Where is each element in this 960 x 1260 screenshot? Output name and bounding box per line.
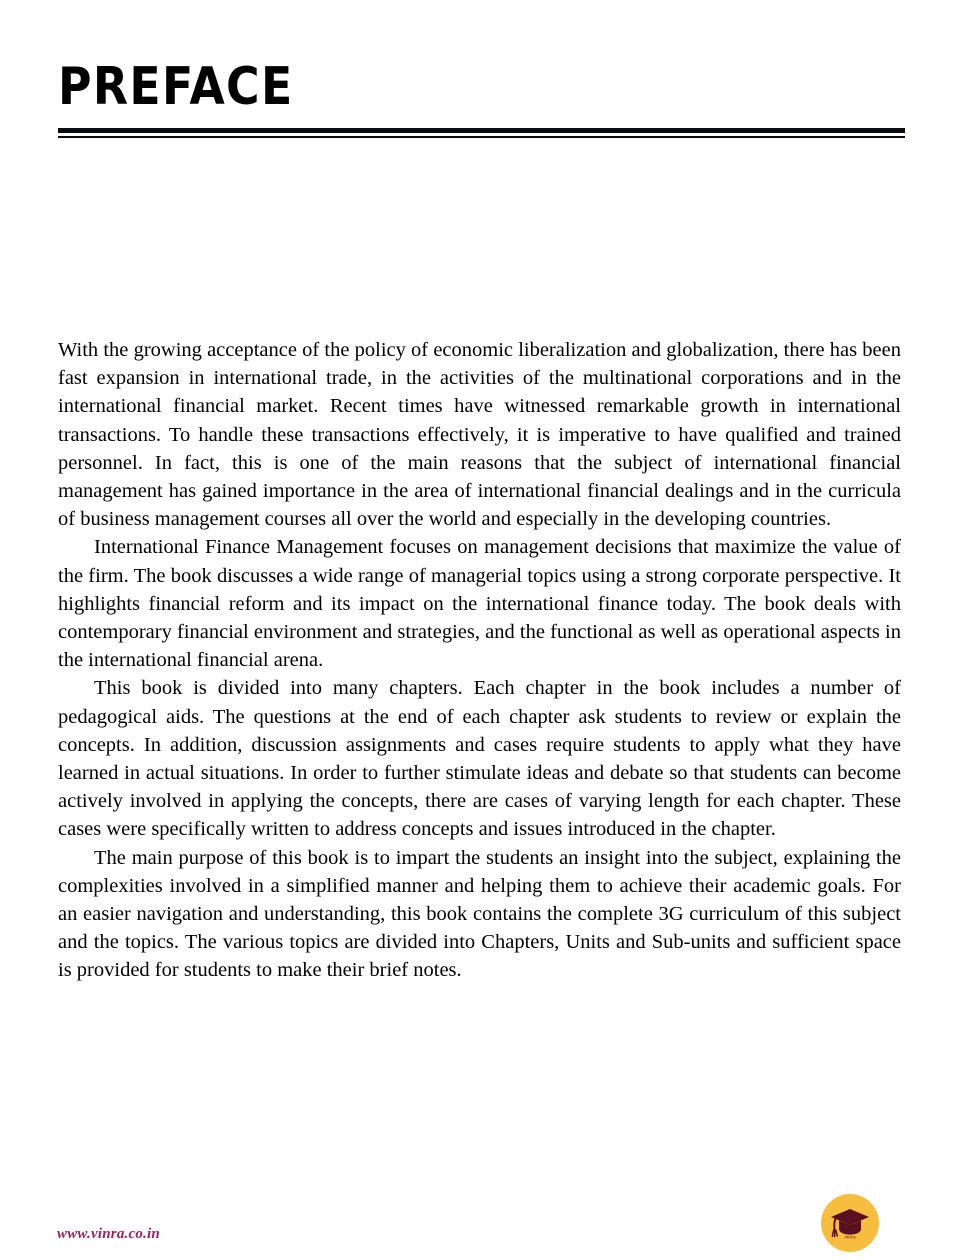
paragraph-4: The main purpose of this book is to impart the students an insight into the subject, explaining the complexities involved in a simplified manner and helping them to achieve their academic goals. For an easier navigation and understanding, this book contains the complete 3G curriculum of this subject and the topics. The various topics are divided into Chapters, Units and Sub-units and sufficient space is provided for students to make their brief notes. (58, 846, 901, 982)
footer-logo[interactable] (821, 1194, 879, 1252)
paragraph-3: This book is divided into many chapters. Each chapter in the book includes a number of pedagogical aids. The questions at the end of each chapter ask students to review or explain the concepts. In addition, discussion assignments and cases require students to apply what they have learned in actual situations. In order to further stimulate ideas and debate so that students can become actively involved in applying the concepts, there are cases of varying length for each chapter. These cases were specifically written to address concepts and issues introduced in the chapter. (58, 677, 901, 841)
title-rule-thin-line (58, 136, 905, 138)
heading-block (58, 58, 906, 138)
title-rule (58, 128, 905, 138)
graduation-cap-icon (830, 1206, 870, 1240)
paragraph-1: With the growing acceptance of the policy of economic liberalization and globalization, there has been fast expansion in international trade, in the activities of the multinational corporations and in the international financial market. Recent times have witnessed remarkable growth in international transactions. To handle these transactions effectively, it is imperative to have qualified and trained personnel. In fact, this is one of the main reasons that the subject of international financial management has gained importance in the area of international financial dealings and in the curricula of business management courses all over the world and especially in the developing countries. (58, 339, 901, 531)
paragraph-2: International Finance Management focuses on management decisions that maximize the value of the firm. The book discusses a wide range of managerial topics using a strong corporate perspective. It highlights financial reform and its impact on the international finance today. The book deals with contemporary financial environment and strategies, and the functional as well as operational aspects in the international financial arena. (58, 536, 901, 672)
body-copy (58, 336, 901, 985)
svg-text:vinra: vinra (844, 1234, 856, 1240)
page-title: PREFACE (58, 57, 294, 117)
footer-website-url[interactable]: www.vinra.co.in (57, 1226, 160, 1242)
